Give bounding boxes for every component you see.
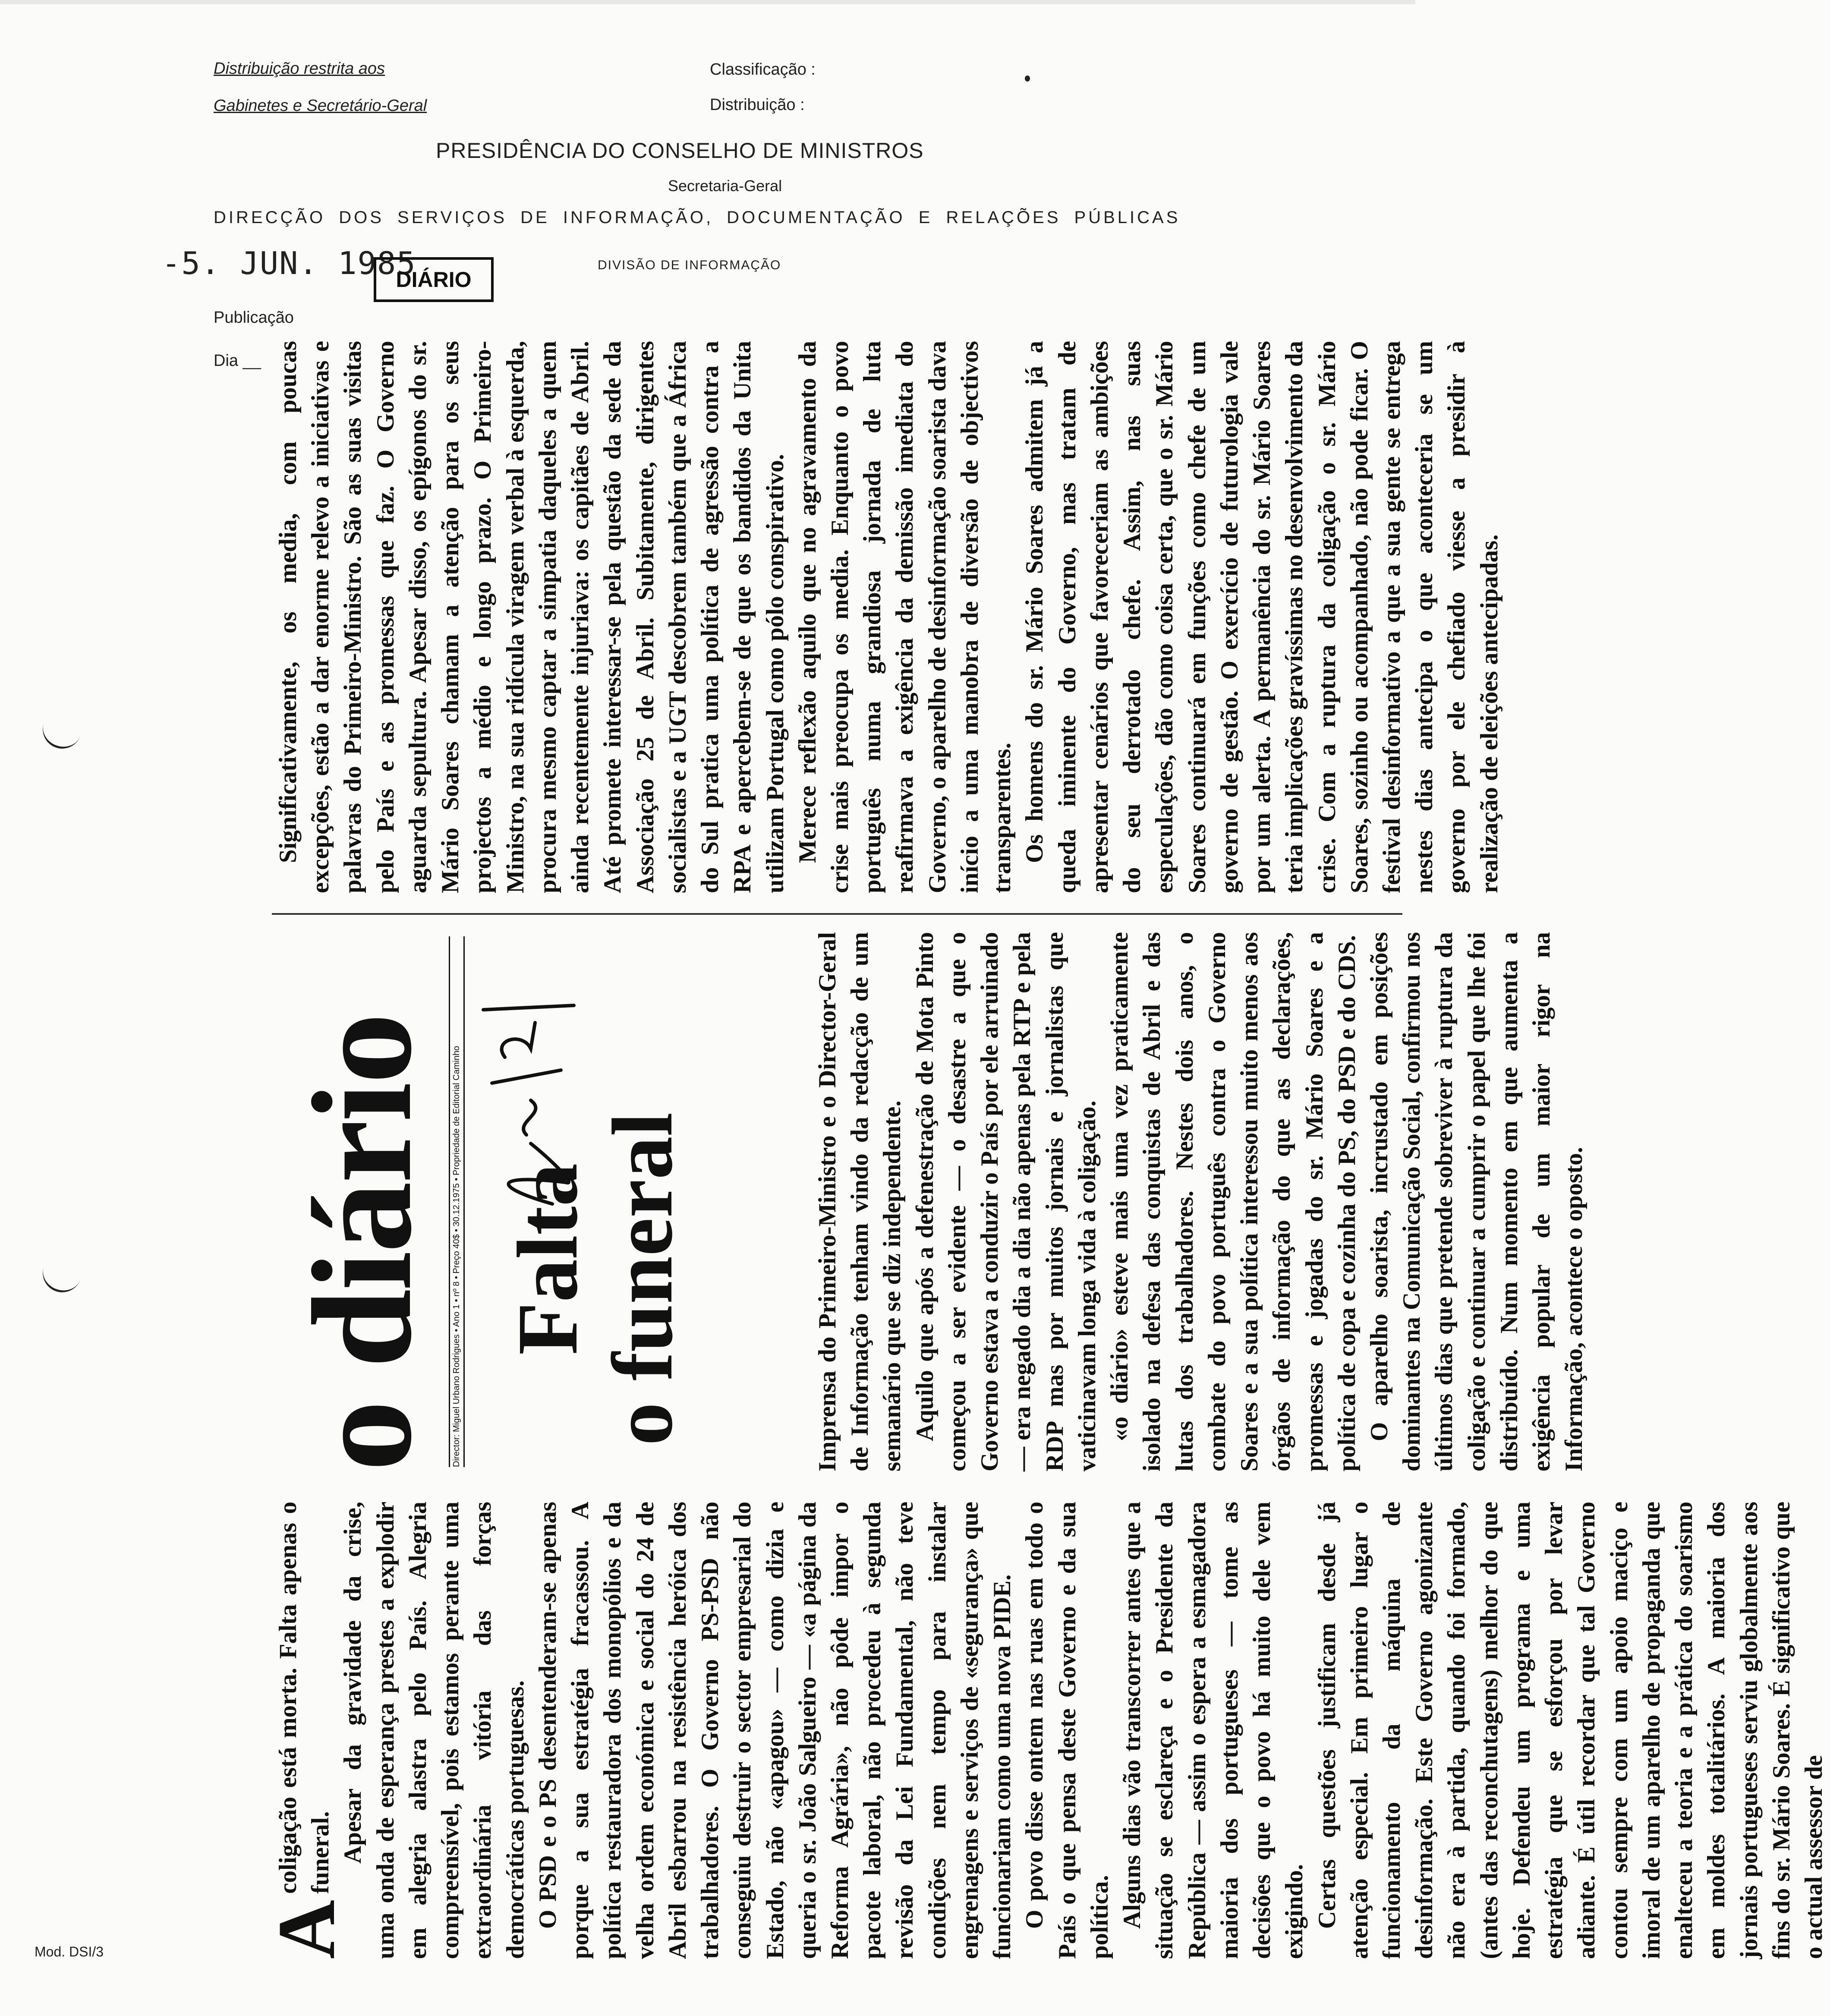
- newspaper-clipping: [261, 341, 1828, 1959]
- hole-punch-mark: [37, 1246, 88, 1298]
- paragraph: Significativamente, os media, com poucas excepções, estão a dar enorme relevo a iniciativas e palavras do Primeiro-Ministro. São as suas visitas pelo País e as promessas que faz. O Governo aguarda sepultura. Apesar disso, os epígonos do sr. Mário Soares chamam a atenção para os seus projectos a médio e longo prazo. O Primeiro-Ministro, na sua ridícula viragem verbal à esquerda, procura mesmo captar a simpatia daqueles a quem ainda recentemente injuriava: os capitães de Abril. Até promete interessar-se pela questão da sede da Associação 25 de Abril. Subitamente, dirigentes socialistas e a UGT descobrem também que a África do Sul pratica uma política de agressão contra a RPA e apercebem-se de que os bandidos da Unita utilizam Portugal como pólo conspirativo.: [274, 341, 789, 893]
- paragraph: O aparelho soarista, incrustado em posições dominantes na Comunicação Social, confirmou nos últimos dias que pretende sobreviver à ruptura da coligação e continuar a cumprir o papel que lhe foi distribuído. Num momento em que aumenta a exigência popular de um maior rigor na Informação, acontece o oposto.: [1365, 932, 1588, 1471]
- headline-line-2: o funeral: [595, 1112, 690, 1446]
- article-column-3: [272, 341, 1503, 893]
- paragraph: Imprensa do Primeiro-Ministro e o Director-Geral de Informação tenham vindo da redacção de um semanário que se diz independente.: [814, 932, 906, 1471]
- date-stamp: -5. JUN. 1985: [162, 245, 416, 281]
- paragraph: Merece reflexão aquilo que no agravamento da crise mais preocupa os media. Enquanto o povo português numa grandiosa jornada de luta reafirmava a exigência da demissão imediata do Governo, o aparelho de desinformação soarista dava início a uma manobra de diversão de objectivos transparentes.: [794, 341, 1016, 893]
- publication-label: Publicação: [214, 309, 294, 327]
- paragraph: Certas questões justificam desde já atenção especial. Em primeiro lugar o funcionamento da máquina de desinformação. Este Governo agonizante não era à partida, quando foi formado, (antes das reconchutagens) melhor do que hoje. Defendeu um programa e uma estratégia que se esforçou por levar adiante. É útil recordar que tal Governo contou sempre com um apoio maciço e imoral de um aparelho de propaganda que enalteceu a teoria e a prática do soarismo em moldes totalitários. A maioria dos jornais portugueses serviu globalmente aos fins do sr. Mário Soares. É significativo que o actual assessor de: [1313, 1502, 1828, 1959]
- paragraph: Aquilo que após a defenestração de Mota Pinto começou a ser evidente — o desastre a que o Governo estava a conduzir o País por ele arruinado — era negado dia a dia não apenas pela RTP e pela RDP mas por muitos jornais e jornalistas que vaticinavam longa vida à coligação.: [911, 932, 1101, 1471]
- distribution-restricted-line2: Gabinetes e Secretário-Geral: [214, 97, 427, 115]
- paragraph: Alguns dias vão transcorrer antes que a situação se esclareça e o Presidente da República — assim o espera a esmagadora maioria dos portugueses — tome as decisões que o povo há muito dele vem exigindo.: [1118, 1502, 1308, 1959]
- article-column-2: [811, 932, 1588, 1471]
- publication-stamp-box: DIÁRIO: [374, 257, 494, 302]
- distribution-restricted-line1: Distribuição restrita aos: [214, 60, 385, 78]
- distribution-label: Distribuição :: [710, 96, 805, 114]
- ink-dot: [1025, 76, 1030, 82]
- directorate-heading: DIRECÇÃO DOS SERVIÇOS DE INFORMAÇÃO, DOCUMENTAÇÃO E RELAÇÕES PÚBLICAS: [214, 208, 1181, 227]
- masthead-area: [272, 932, 787, 1471]
- paragraph: O PSD e o PS desentenderam-se apenas porque a sua estratégia fracassou. A política restauradora dos monopólios e da velha ordem económica e social do 24 de Abril esbarrou na resistência heróica dos trabalhadores. O Governo PS-PSD não conseguiu destruir o sector empresarial do Estado, não «apagou» — como dizia e queria o sr. João Salgueiro — «a página da Reforma Agrária», não pôde impor o pacote laboral, não procedeu à segunda revisão da Lei Fundamental, não teve condições nem tempo para instalar engrenagens e serviços de «segurança» que funcionariam como uma nova PIDE.: [534, 1502, 1016, 1959]
- newspaper-masthead: o diário: [283, 1014, 441, 1471]
- top-border-line: [0, 0, 1415, 4]
- classification-label: Classificação :: [710, 60, 816, 79]
- day-label: Dia __: [214, 352, 261, 370]
- drop-cap: A: [261, 1899, 352, 1959]
- article-column-1: [261, 1502, 1828, 1959]
- secretariat-heading: Secretaria-Geral: [668, 177, 782, 195]
- paragraph: «o diário» esteve mais uma vez praticamente isolado na defesa das conquistas de Abril e das lutas dos trabalhadores. Nestes dois anos, o combate do povo português contra o Governo Soares e a sua política interessou muito menos aos órgãos de informação do que as declarações, promessas e jogadas do sr. Mário Soares e a política de copa e cozinha do PS, do PSD e do CDS.: [1106, 932, 1361, 1471]
- paragraph: Os homens do sr. Mário Soares admitem já a queda iminente do Governo, mas tratam de apresentar cenários que favoreceriam as ambições do seu derrotado chefe. Assim, nas suas especulações, dão como coisa certa, que o sr. Mário Soares continuará em funções como chefe de um governo de gestão. O exercício de futurologia vale por um alerta. A permanência do sr. Mário Soares teria implicações gravíssimas no desenvolvimento da crise. Com a ruptura da coligação o sr. Mário Soares, sozinho ou acompanhado, não pode ficar. O festival desinformativo a que a sua gente se entrega nestes dias antecipa o que aconteceria se um governo por ele chefiado viesse a presidir à realização de eleições antecipadas.: [1021, 341, 1503, 893]
- model-code: Mod. DSI/3: [35, 1944, 104, 1959]
- paragraph: Apesar da gravidade da crise, uma onda de esperança prestes a explodir em alegria alastra pelo País. Alegria compreensível, pois estamos perante uma extraordinária vitória das forças democráticas portuguesas.: [339, 1502, 529, 1959]
- headline-line-1: Falta: [500, 1163, 595, 1355]
- hole-punch-mark: [37, 702, 88, 754]
- column-divider: [272, 913, 1402, 915]
- division-heading: DIVISÃO DE INFORMAÇÃO: [598, 258, 781, 272]
- paragraph: O povo disse ontem nas ruas em todo o País o que pensa deste Governo e da sua política.: [1021, 1502, 1113, 1959]
- presidency-heading: PRESIDÊNCIA DO CONSELHO DE MINISTROS: [436, 139, 924, 163]
- masthead-imprint: Director: Miguel Urbano Rodrigues • Ano 1 • nº 8 • Preço 40$ • 30.12.1975 • Propriedade de Editorial Caminho: [449, 936, 465, 1467]
- paragraph: coligação está morta. Falta apenas o funeral.: [274, 1502, 334, 1894]
